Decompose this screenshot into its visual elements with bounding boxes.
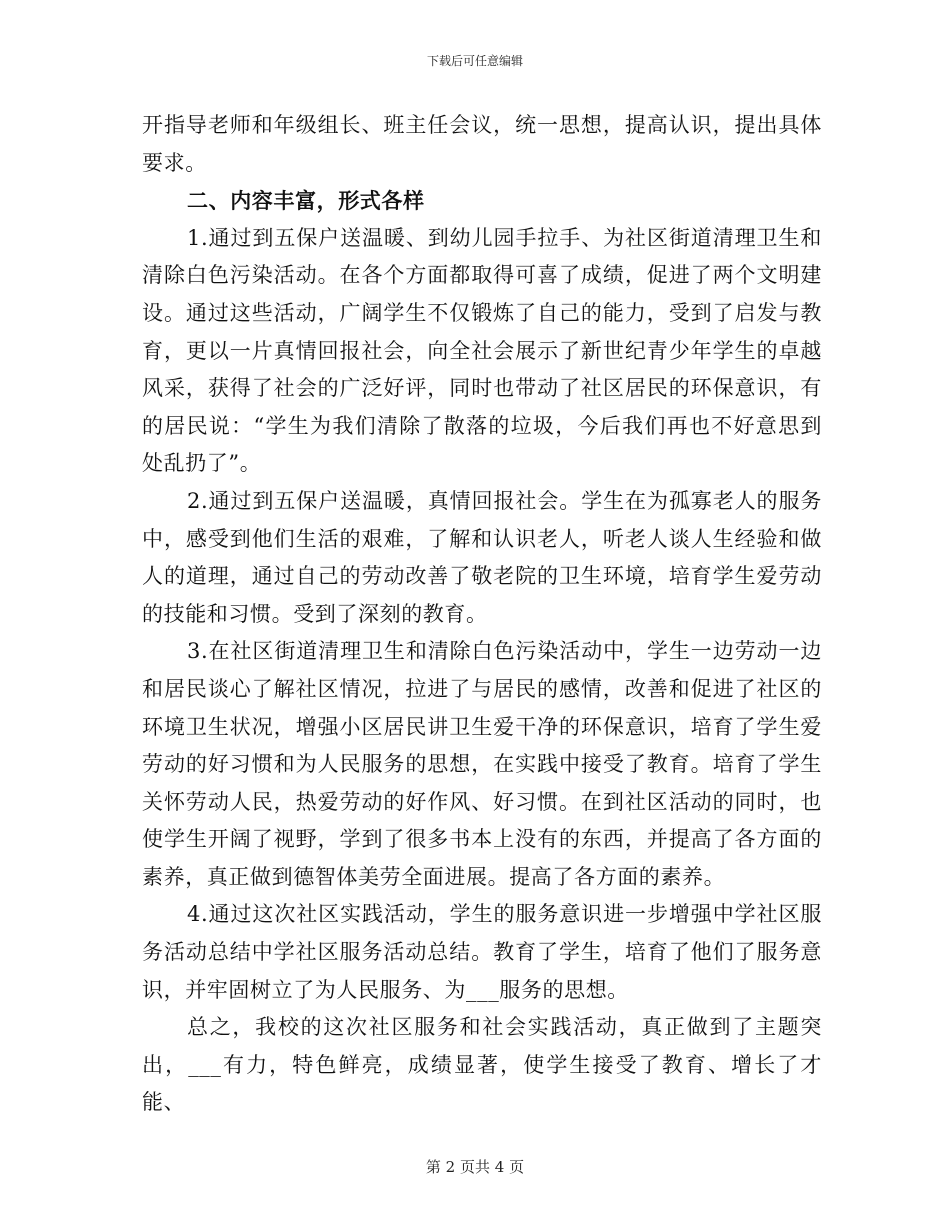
paragraph-item-2: 2.通过到五保户送温暖，真情回报社会。学生在为孤寡老人的服务中，感受到他们生活的艰难，了解和认识老人，听老人谈人生经验和做人的道理，通过自己的劳动改善了敬老院的卫生环境，培育学生爱劳动的技能和习惯。受到了深刻的教育。 <box>142 488 822 626</box>
page-footer: 第 2 页共 4 页 <box>425 1158 525 1176</box>
paragraph-item-1: 1.通过到五保户送温暖、到幼儿园手拉手、为社区街道清理卫生和清除白色污染活动。在各个方面都取得可喜了成绩，促进了两个文明建设。通过这些活动，广阔学生不仅锻炼了自己的能力，受到了启发与教育，更以一片真情回报社会，向全社会展示了新世纪青少年学生的卓越风采，获得了社会的广泛好评，同时也带动了社区居民的环保意识，有的居民说：“学生为我们清除了散落的垃圾，今后我们再也不好意思到处乱扔了”。 <box>142 225 822 476</box>
paragraph-summary: 总之，我校的这次社区服务和社会实践活动，真正做到了主题突出，___有力，特色鲜亮，成绩显著，使学生接受了教育、增长了才能、 <box>142 1015 822 1115</box>
paragraph-item-4: 4.通过这次社区实践活动，学生的服务意识进一步增强中学社区服务活动总结中学社区服务活动总结。教育了学生，培育了他们了服务意识，并牢固树立了为人民服务、为___服务的思想。 <box>142 902 822 1002</box>
document-body <box>142 107 822 1122</box>
paragraph-continuation: 开指导老师和年级组长、班主任会议，统一思想，提高认识，提出具体要求。 <box>142 113 822 175</box>
section-heading: 二、内容丰富，形式各样 <box>187 188 425 214</box>
paragraph-item-3: 3.在社区街道清理卫生和清除白色污染活动中，学生一边劳动一边和居民谈心了解社区情况，拉进了与居民的感情，改善和促进了社区的环境卫生状况，增强小区居民讲卫生爱干净的环保意识，培育了学生爱劳动的好习惯和为人民服务的思想，在实践中接受了教育。培育了学生关怀劳动人民，热爱劳动的好作风、好习惯。在到社区活动的同时，也使学生开阔了视野，学到了很多书本上没有的东西，并提高了各方面的素养，真正做到德智体美劳全面进展。提高了各方面的素养。 <box>142 639 822 889</box>
page-header: 下载后可任意编辑 <box>426 54 523 68</box>
